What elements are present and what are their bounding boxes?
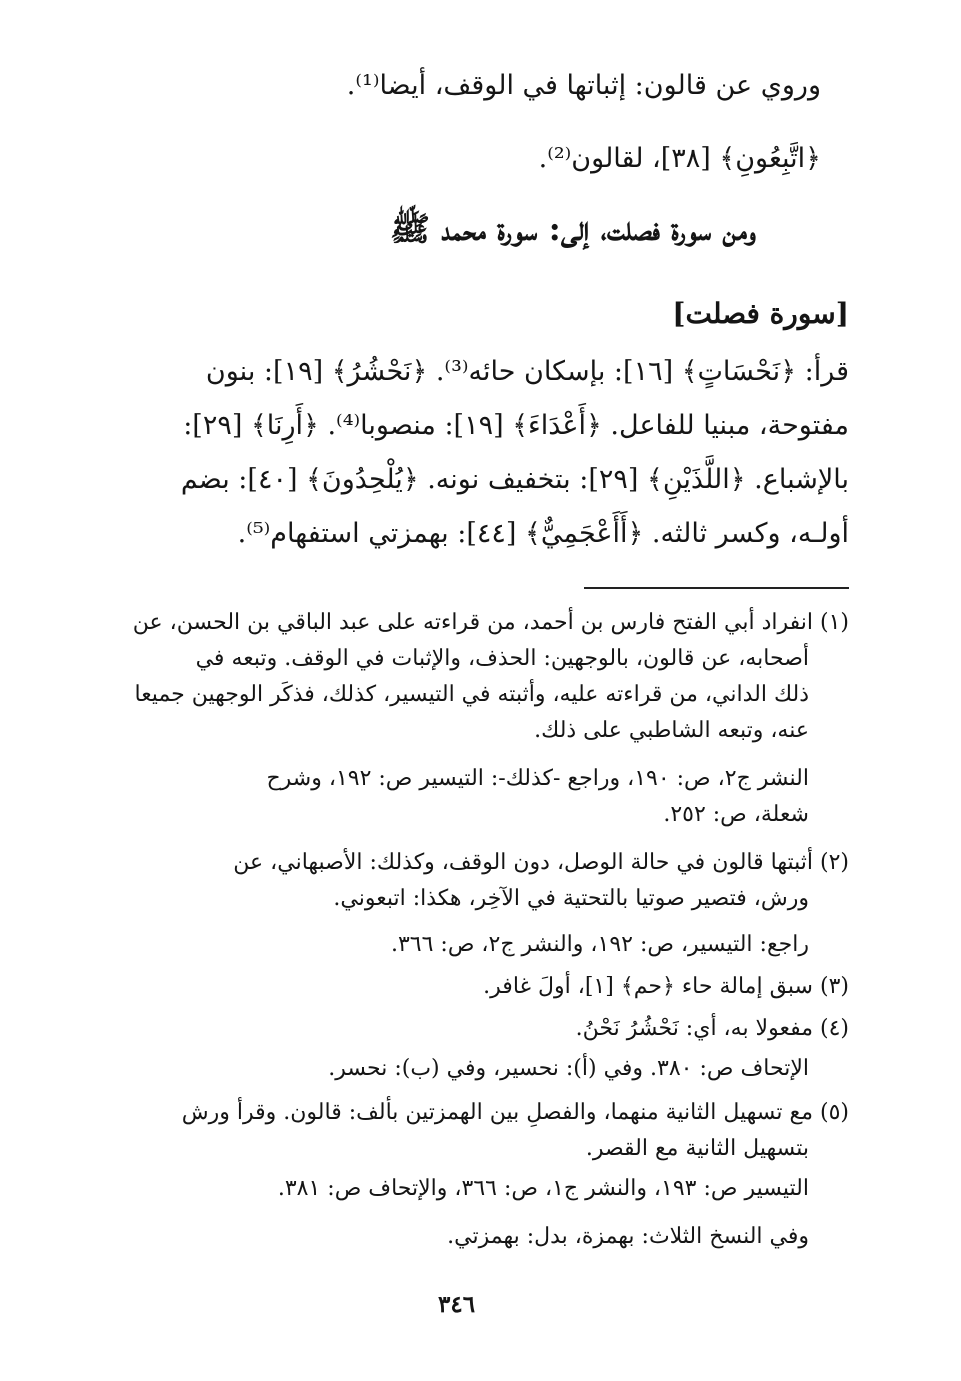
footnote-line: الإتحاف ص: ٣٨٠. وفي (أ): نحسير، وفي (ب): نحسر. (328, 1056, 809, 1081)
footnote-line: شعلة، ص: ٢٥٢. (663, 802, 809, 827)
footnote-line: أصحابه، عن قالون، بالوجهين: الحذف، والإثبات في الوقف. وتبعه في (195, 646, 809, 671)
footnote-line: (٢) أثبتها قالون في حالة الوصل، دون الوقف، وكذلك: الأصبهاني، عن (233, 850, 849, 875)
footnote-line: ورش، فتصير صوتيا بالتحتية في الآخِر، هكذا: اتبعوني. (333, 886, 809, 911)
paragraph-line: أولـه، وكسر ثالثه. ﴿أَأَعْجَمِيٌّ﴾ [٤٤]: بهمزتي استفهام⁽⁵⁾. (237, 518, 849, 549)
intro-line-2: ﴿اتَّبِعُونِ﴾ [٣٨]، لقالون⁽²⁾. (538, 143, 821, 174)
footnote-line: النشر ج٢، ص: ١٩٠، وراجع -كذلك-: التيسير ص: ١٩٢، وشرح (266, 766, 809, 791)
paragraph-line: قرأ: ﴿نَحْسَاتٍ﴾ [١٦]: بإسكان حائه⁽³⁾. ﴿نَحْشُرُ﴾ [١٩]: بنون (205, 356, 849, 387)
footnote-line: (٤) مفعولا به، أي: نَحْشُرُ نَحْنُ. (575, 1016, 849, 1041)
footnote-line: وفي النسخ الثلاث: بهمزة، بدل: بهمزتي. (447, 1224, 809, 1249)
paragraph-line: مفتوحة، مبنيا للفاعل. ﴿أَعْدَاءَ﴾ [١٩]: منصوبا⁽⁴⁾. ﴿أَرِنَا﴾ [٢٩]: (183, 410, 849, 441)
section-title: [سورة فصلت] (672, 297, 849, 330)
footnote-line: التيسير ص: ١٩٣، والنشر ج١، ص: ٣٦٦، والإتحاف ص: ٣٨١. (277, 1176, 809, 1201)
footnote-line: راجع: التيسير، ص: ١٩٢، والنشر ج٢، ص: ٣٦٦. (390, 932, 809, 957)
footnote-line: عنه، وتبعه الشاطبي على ذلك. (534, 718, 809, 743)
footnote-line: بتسهيل الثانية مع القصر. (585, 1136, 809, 1161)
footnote-line: ذلك الداني، من قراءته عليه، وأثبته في التيسير، كذلك، فذكَر الوجهين جميعا (134, 682, 809, 707)
footnote-line: (٣) سبق إمالة حاء ﴿حم﴾ [١]، أولَ غافر. (483, 974, 849, 999)
footnote-divider (584, 587, 849, 589)
page-number: ٣٤٦ (438, 1291, 476, 1318)
paragraph-line: بالإشباع. ﴿اللَّذَيْنِ﴾ [٢٩]: بتخفيف نونه. ﴿يُلْحِدُونَ﴾ [٤٠]: بضم (180, 464, 849, 495)
chapter-heading: ومن سورة فصلت، إلى: سورة محمد ﷺ (390, 209, 756, 248)
footnote-line: (١) انفراد أبي الفتح فارس بن أحمد، من قراءته على عبد الباقي بن الحسن، عن (132, 610, 849, 635)
footnote-line: (٥) مع تسهيل الثانية منهما، والفصلِ بين الهمزتين بألف: قالون. وقرأ ورش (181, 1100, 849, 1125)
intro-line-1: وروي عن قالون: إثباتها في الوقف، أيضا⁽¹⁾. (346, 70, 821, 101)
